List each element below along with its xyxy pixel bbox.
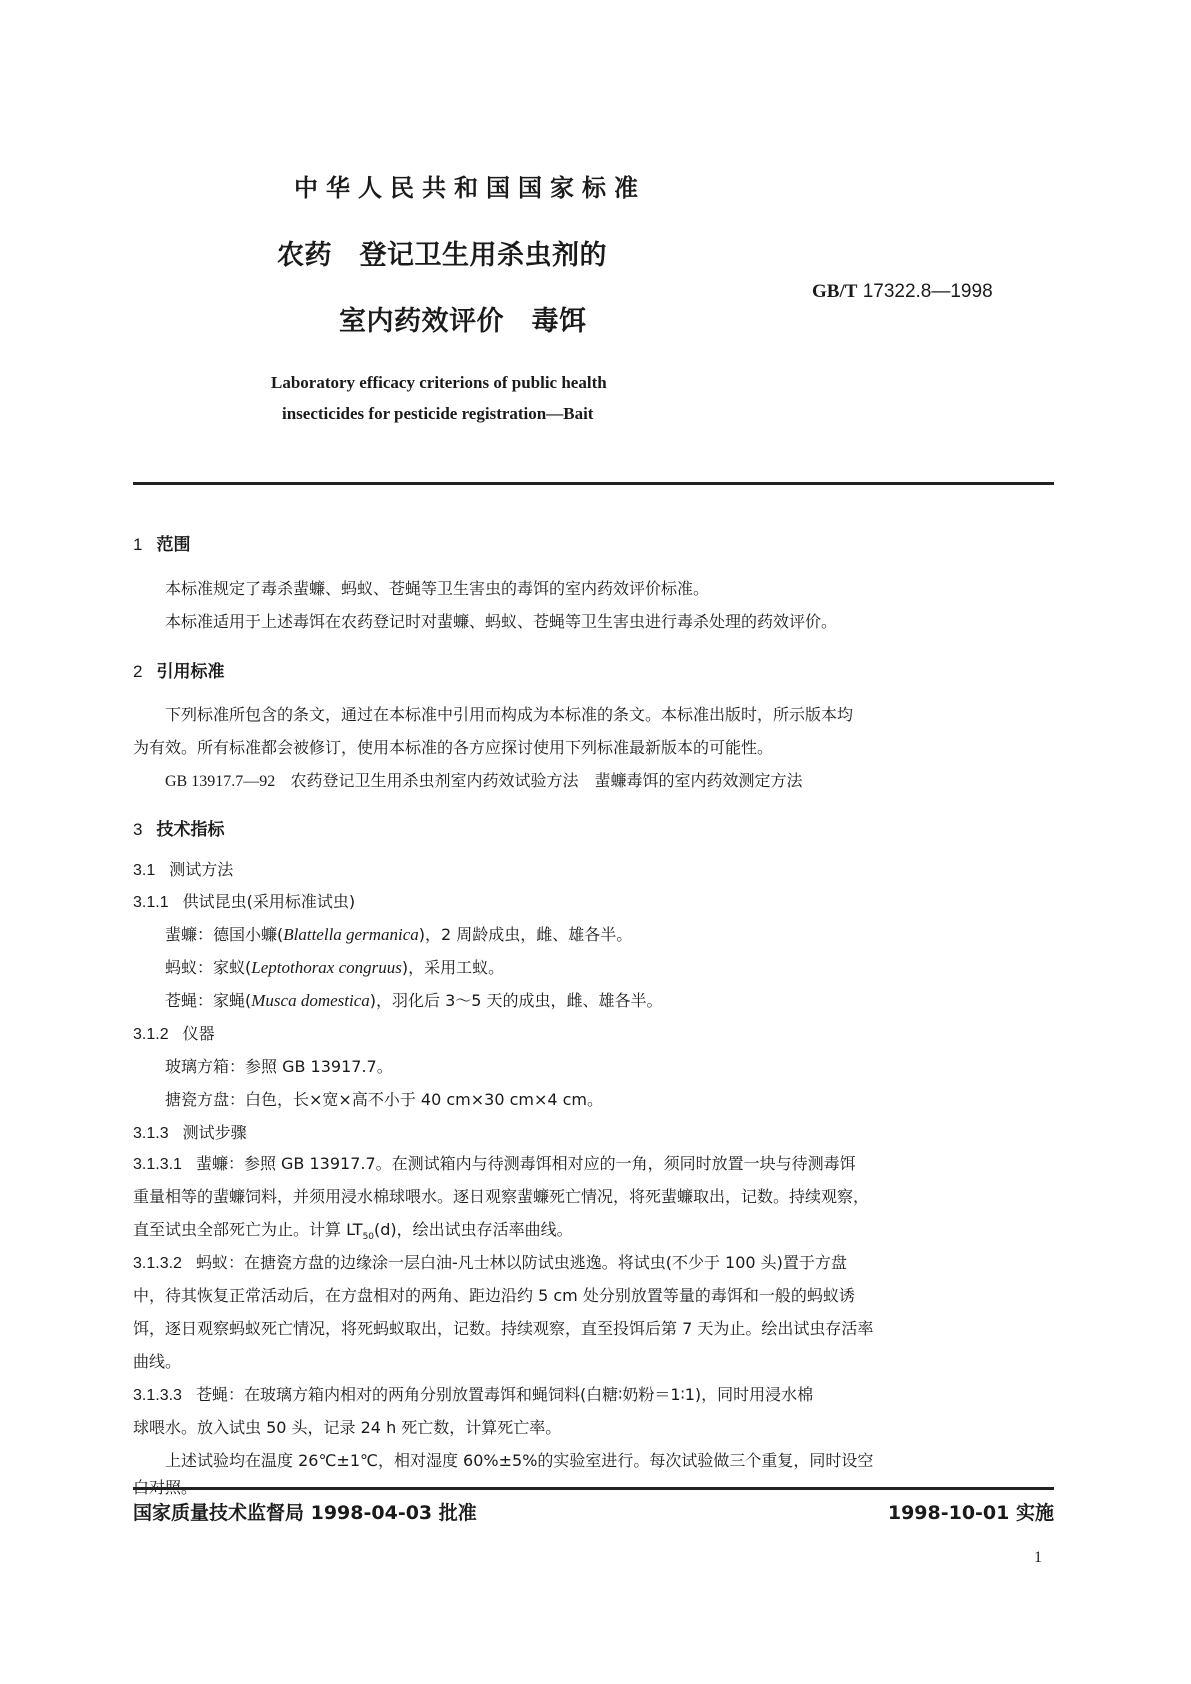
section-1-paragraph-1: 本标准规定了毒杀蜚蠊、蚂蚁、苍蝇等卫生害虫的毒饵的室内药效评价标准。 [165,579,710,598]
procedure-3-1-3-3-line-2: 球喂水。放入试虫 50 头，记录 24 h 死亡数，计算死亡率。 [133,1418,562,1437]
procedure-3-1-3-3-line-1: 3.1.3.3 苍蝇：在玻璃方箱内相对的两角分别放置毒饵和蝇饲料(白糖∶奶粉＝1∶1)，同时用浸水棉 [133,1385,814,1404]
english-title-line-2: insecticides for pesticide registration—Bait [282,404,594,423]
english-title-line-1: Laboratory efficacy criterions of public health [271,373,607,392]
test-insect-cockroach: 蜚蠊：德国小蠊(Blattella germanica)，2 周龄成虫，雌、雄各半。 [165,925,633,944]
apparatus-glass-box: 玻璃方箱：参照 GB 13917.7。 [165,1057,393,1076]
procedure-3-1-3-2-line-1: 3.1.3.2 蚂蚁：在搪瓷方盘的边缘涂一层白油-凡士林以防试虫逃逸。将试虫(不少于 100 头)置于方盘 [133,1253,847,1272]
section-2-paragraph-line-1: 下列标准所包含的条文，通过在本标准中引用而构成为本标准的条文。本标准出版时，所示版本均 [165,705,854,724]
chinese-title-line-1: 农药 登记卫生用杀虫剂的 [277,240,607,271]
test-conditions-line-1: 上述试验均在温度 26℃±1℃，相对湿度 60%±5%的实验室进行。每次试验做三个重复，同时设空 [165,1451,874,1470]
subsection-3-1-1-heading: 3.1.1 供试昆虫(采用标准试虫) [133,892,356,911]
section-3-heading: 3 技术指标 [133,820,225,840]
subsection-3-1-2-heading: 3.1.2 仪器 [133,1024,215,1043]
standard-prefix: GB/T [812,281,858,302]
header-divider [133,482,1054,485]
section-2-heading: 2 引用标准 [133,662,225,682]
procedure-3-1-3-2-line-4: 曲线。 [133,1352,182,1371]
subsection-3-1-heading: 3.1 测试方法 [133,860,234,879]
procedure-3-1-3-2-line-3: 饵，逐日观察蚂蚁死亡情况，将死蚂蚁取出，记数。持续观察，直至投饵后第 7 天为止。绘出试虫存活率 [133,1319,874,1338]
section-1-paragraph-2: 本标准适用于上述毒饵在农药登记时对蜚蠊、蚂蚁、苍蝇等卫生害虫进行毒杀处理的药效评价。 [165,612,838,631]
subsection-3-1-3-heading: 3.1.3 测试步骤 [133,1123,247,1142]
section-2-paragraph-line-2: 为有效。所有标准都会被修订，使用本标准的各方应探讨使用下列标准最新版本的可能性。 [133,738,774,757]
test-insect-fly: 苍蝇：家蝇(Musca domestica)，羽化后 3～5 天的成虫，雌、雄各半。 [165,991,663,1010]
implementation-date: 1998-10-01 实施 [887,1502,1054,1524]
normative-reference [133,764,1054,798]
standard-number [812,281,993,303]
chinese-title-line-2: 室内药效评价 毒饵 [339,306,587,337]
footer-divider [133,1487,1054,1490]
standard-code: 17322.8—1998 [862,281,993,302]
section-1-heading: 1 范围 [133,535,191,555]
page-number: 1 [1034,1549,1042,1566]
country-standard-heading: 中华人民共和国国家标准 [294,174,646,202]
apparatus-enamel-tray: 搪瓷方盘：白色，长×宽×高不小于 40 cm×30 cm×4 cm。 [165,1090,604,1109]
procedure-3-1-3-2-line-2: 中，待其恢复正常活动后，在方盘相对的两角、距边沿约 5 cm 处分别放置等量的毒饵和一般的蚂蚁诱 [133,1286,855,1305]
procedure-3-1-3-1-line-2: 重量相等的蜚蠊饲料，并须用浸水棉球喂水。逐日观察蜚蠊死亡情况，将死蜚蠊取出，记数。持续观察， [133,1187,870,1206]
reference-title: 农药登记卫生用杀虫剂室内药效试验方法 蜚蠊毒饵的室内药效测定方法 [290,771,803,790]
test-insect-ant: 蚂蚁：家蚁(Leptothorax congruus)，采用工蚁。 [165,958,505,977]
approval-statement: 国家质量技术监督局 1998-04-03 批准 [133,1502,477,1524]
procedure-3-1-3-1-line-3: 直至试虫全部死亡为止。计算 $LT_{50}(d)$，绘出试虫存活率曲线。 [133,1220,573,1243]
procedure-3-1-3-1-line-1: 3.1.3.1 蜚蠊：参照 GB 13917.7。在测试箱内与待测毒饵相对应的一角，须同时放置一块与待测毒饵 [133,1154,856,1173]
reference-code: GB 13917.7—92 [165,773,276,790]
